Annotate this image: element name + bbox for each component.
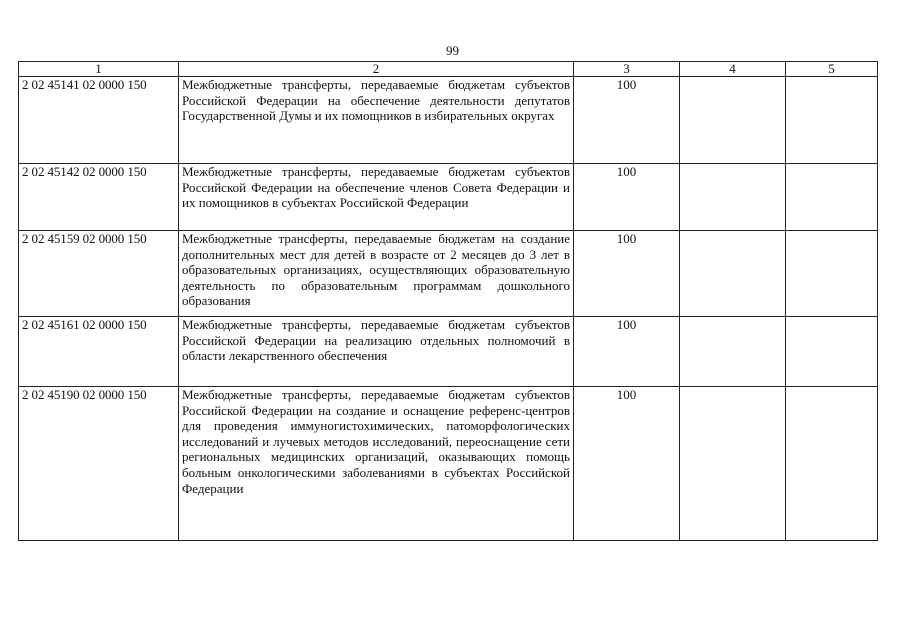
table-row bbox=[19, 317, 878, 387]
column-5-cell bbox=[786, 164, 878, 231]
column-header-2: 2 bbox=[179, 62, 574, 77]
column-5-cell bbox=[786, 317, 878, 387]
description-cell: Межбюджетные трансферты, передаваемые бюджетам субъектов Российской Федерации на реализацию отдельных полномочий в области лекарственного обеспечения bbox=[179, 317, 574, 387]
page-number: 99 bbox=[446, 43, 459, 58]
description-cell: Межбюджетные трансферты, передаваемые бюджетам субъектов Российской Федерации на создание и оснащение референс-центров для проведения иммуногистохимических, патоморфологических исследований и лучевых методов исследований, переоснащение сети региональных медицинских организаций, оказывающих помощь больным онкологическими заболеваниями в субъектах Российской Федерации bbox=[179, 387, 574, 541]
column-4-cell bbox=[680, 77, 786, 164]
column-4-cell bbox=[680, 317, 786, 387]
column-5-cell bbox=[786, 231, 878, 317]
budget-table bbox=[18, 61, 878, 541]
column-header-1: 1 bbox=[19, 62, 179, 77]
column-5-cell bbox=[786, 387, 878, 541]
table-row bbox=[19, 231, 878, 317]
description-cell: Межбюджетные трансферты, передаваемые бюджетам субъектов Российской Федерации на обеспечение деятельности депутатов Государственной Думы и их помощников в избирательных округах bbox=[179, 77, 574, 164]
column-header-4: 4 bbox=[680, 62, 786, 77]
amount-cell: 100 bbox=[574, 387, 680, 541]
column-5-cell bbox=[786, 77, 878, 164]
description-cell: Межбюджетные трансферты, передаваемые бюджетам на создание дополнительных мест для детей в возрасте от 2 месяцев до 3 лет в образовательных организациях, осуществляющих образовательную деятельность по образовательным программам дошкольного образования bbox=[179, 231, 574, 317]
table-row bbox=[19, 387, 878, 541]
column-4-cell bbox=[680, 387, 786, 541]
budget-code-cell: 2 02 45159 02 0000 150 bbox=[19, 231, 179, 317]
column-4-cell bbox=[680, 231, 786, 317]
budget-code-cell: 2 02 45142 02 0000 150 bbox=[19, 164, 179, 231]
amount-cell: 100 bbox=[574, 317, 680, 387]
budget-code-cell: 2 02 45190 02 0000 150 bbox=[19, 387, 179, 541]
column-header-5: 5 bbox=[786, 62, 878, 77]
budget-code-cell: 2 02 45141 02 0000 150 bbox=[19, 77, 179, 164]
amount-cell: 100 bbox=[574, 164, 680, 231]
table-header-row bbox=[19, 62, 878, 77]
column-4-cell bbox=[680, 164, 786, 231]
amount-cell: 100 bbox=[574, 231, 680, 317]
table-row bbox=[19, 164, 878, 231]
description-cell: Межбюджетные трансферты, передаваемые бюджетам субъектов Российской Федерации на обеспечение членов Совета Федерации и их помощников в субъектах Российской Федерации bbox=[179, 164, 574, 231]
table-row bbox=[19, 77, 878, 164]
budget-code-cell: 2 02 45161 02 0000 150 bbox=[19, 317, 179, 387]
amount-cell: 100 bbox=[574, 77, 680, 164]
column-header-3: 3 bbox=[574, 62, 680, 77]
